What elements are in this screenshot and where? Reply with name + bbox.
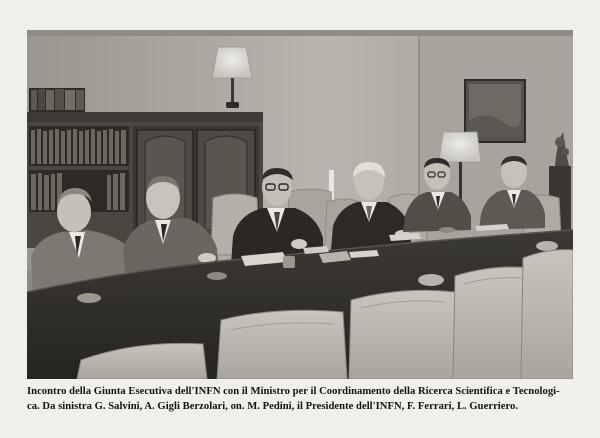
meeting-photograph — [27, 30, 573, 379]
caption-line-1: Incontro della Giunta Esecutiva dell'INFN con il Ministro per il Coordinamento della Ricerca Scientifica e Tecnologi- — [27, 386, 560, 397]
photo-caption — [27, 385, 575, 414]
photograph-drawing — [27, 30, 573, 379]
caption-line-2: ca. Da sinistra G. Salvini, A. Gigli Berzolari, on. M. Pedini, il Presidente dell'INFN, F. Ferrari, L. Guerriero. — [27, 400, 519, 412]
